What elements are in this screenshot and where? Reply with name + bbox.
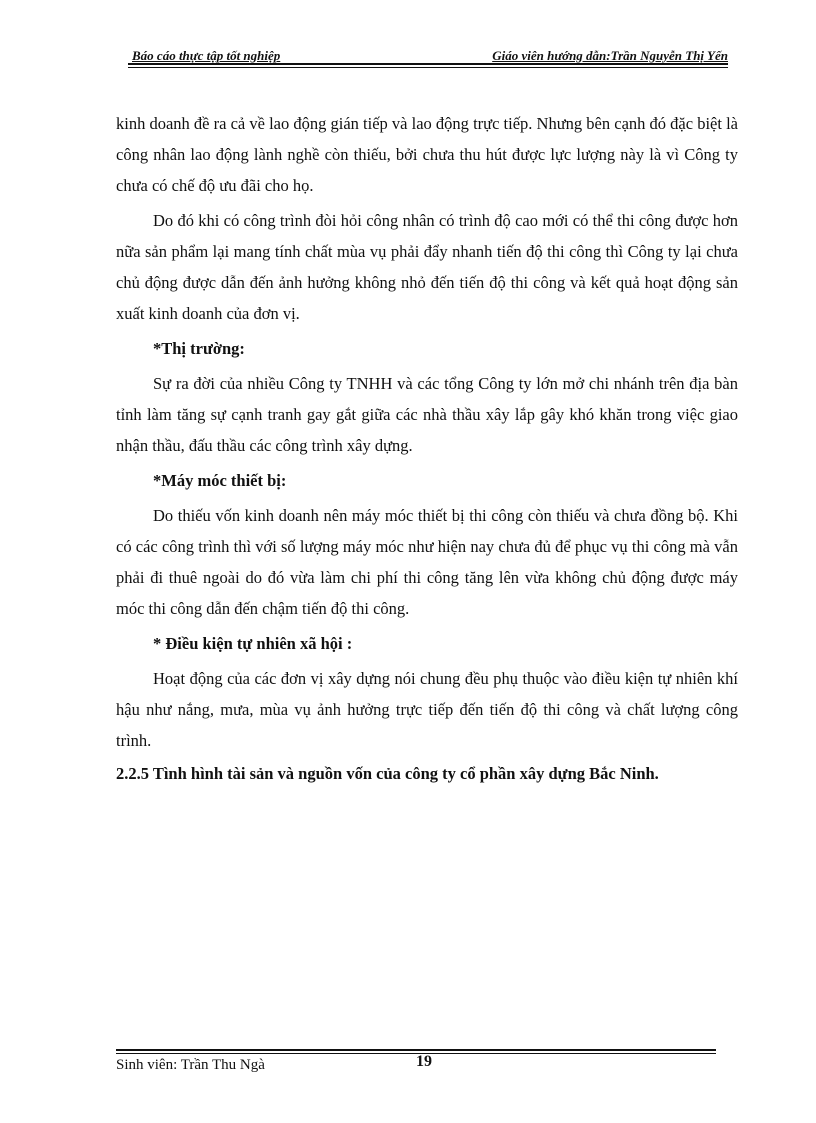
paragraph-skilled-workers: Do đó khi có công trình đòi hỏi công nhân có trình độ cao mới có thể thi công được hơn nữa sản phẩm lại mang tính chất mùa vụ phải đẩy nhanh tiến độ thi công thì Công ty lại chưa chủ động được dẫn đến ảnh hưởng không nhỏ đến tiến độ thi công và kết quả hoạt động sản xuất kinh doanh của đơn vị. [116,211,738,323]
paragraph-natural-conditions: Hoạt động của các đơn vị xây dựng nói chung đều phụ thuộc vào điều kiện tự nhiên khí hậu như nắng, mưa, mùa vụ ảnh hưởng trực tiếp đến tiến độ thi công và chất lượng công trình. [116,669,738,750]
header-rule [128,63,728,68]
paragraph-market: Sự ra đời của nhiều Công ty TNHH và các tổng Công ty lớn mở chi nhánh trên địa bàn tỉnh làm tăng sự cạnh tranh gay gắt giữa các nhà thầu xây lắp gây khó khăn trong việc giao nhận thầu, đấu thầu các công trình xây dựng. [116,374,738,455]
heading-equipment: *Máy móc thiết bị: [153,471,287,490]
paragraph-equipment: Do thiếu vốn kinh doanh nên máy móc thiết bị thi công còn thiếu và chưa đồng bộ. Khi có các công trình thì với số lượng máy móc như hiện nay chưa đủ để phục vụ thi công mà vẫn phải đi thuê ngoài do đó vừa làm chi phí thi công tăng lên vừa không chủ động được máy móc thi công dẫn đến chậm tiến độ thi công. [116,506,738,618]
section-heading-2-2-5: 2.2.5 Tình hình tài sản và nguồn vốn của công ty cổ phần xây dựng Bắc Ninh. [116,764,659,783]
page-header [128,48,728,68]
header-advisor: Giáo viên hướng dẫn:Trần Nguyễn Thị Yến [492,48,728,63]
page-body [116,108,738,789]
page-number: 19 [416,1053,432,1070]
paragraph-continuation: kinh doanh đề ra cả về lao động gián tiếp và lao động trực tiếp. Nhưng bên cạnh đó đặc biệt là công nhân lao động lành nghề còn thiếu, bởi chưa thu hút được lực lượng này là vì Công ty chưa có chế độ ưu đãi cho họ. [116,114,738,195]
heading-natural-conditions: * Điều kiện tự nhiên xã hội : [153,634,353,653]
header-report-title: Báo cáo thực tập tốt nghiệp [132,48,281,63]
heading-market: *Thị trường: [153,339,245,358]
page-footer [116,1049,716,1073]
footer-student-name: Sinh viên: Trần Thu Ngà [116,1057,265,1073]
